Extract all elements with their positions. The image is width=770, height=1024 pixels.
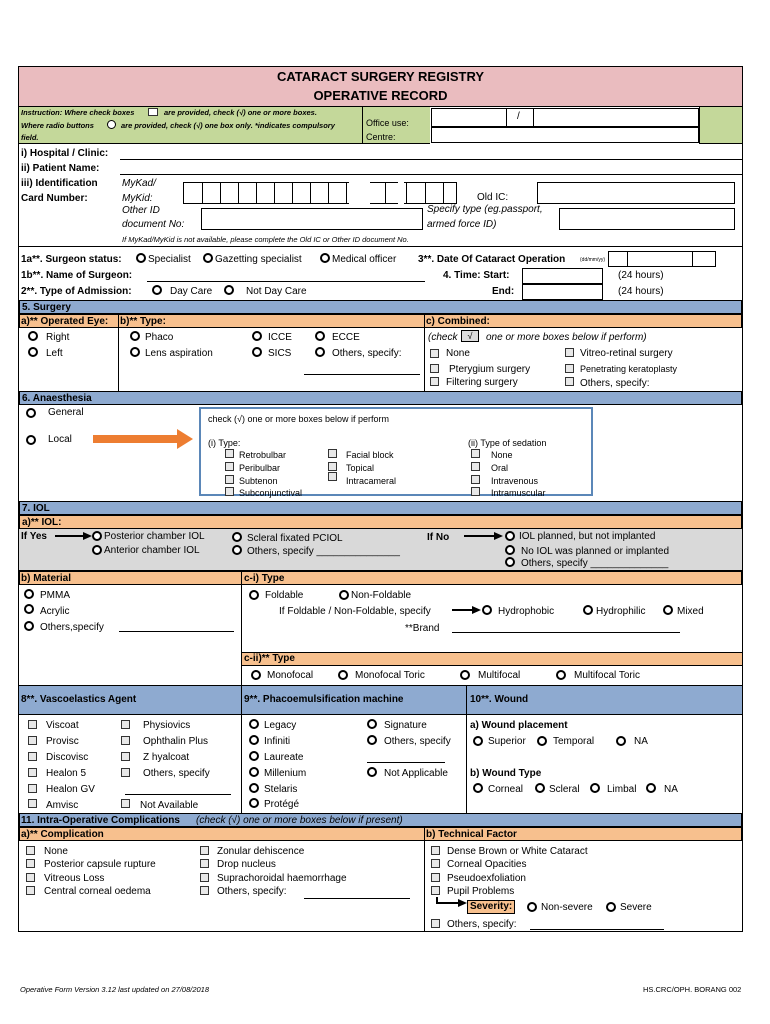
sedation-none-label: None	[491, 450, 513, 460]
iol-others-label: Others, specify _______________	[247, 546, 400, 557]
checkbox-discovisc[interactable]	[28, 752, 37, 761]
footer-form-code: HS.CRC/OPH. BORANG 002	[643, 985, 742, 994]
hydrophilic-label: Hydrophilic	[596, 606, 646, 617]
combined-others-label: Others, specify:	[580, 378, 650, 389]
facial-block-label: Facial block	[346, 450, 394, 460]
mykad-cell-divider	[385, 182, 386, 204]
checkbox-tech-others[interactable]	[431, 919, 440, 928]
phaco-others-label: Others, specify	[384, 736, 451, 747]
limbal-label: Limbal	[607, 784, 637, 795]
wound-na-label: NA	[634, 736, 648, 747]
non-severe-label: Non-severe	[541, 902, 593, 913]
sics-label: SICS	[268, 348, 292, 359]
radio-phaco[interactable]	[130, 331, 140, 341]
combined-check-text-2: one or more boxes below if perform)	[486, 332, 647, 343]
monofocal-toric-label: Monofocal Toric	[355, 670, 425, 681]
radio-superior[interactable]	[473, 736, 483, 746]
mykad-cell-divider	[292, 182, 293, 204]
millenium-label: Millenium	[264, 768, 307, 779]
radio-iol-others[interactable]	[232, 545, 242, 555]
if-foldable-label: If Foldable / Non-Foldable, specify	[279, 606, 431, 617]
checkbox-suprachoroidal[interactable]	[200, 873, 209, 882]
checkbox-healon5[interactable]	[28, 768, 37, 777]
date-format: (dd/mm/yy)	[580, 257, 605, 263]
patient-name-label: ii) Patient Name:	[21, 163, 100, 174]
form-subtitle: OPERATIVE RECORD	[313, 88, 448, 103]
radio-scleral-pciol[interactable]	[232, 532, 242, 542]
drop-nucleus-label: Drop nucleus	[217, 859, 276, 870]
arrow-icon	[93, 428, 195, 450]
left-label: Left	[46, 348, 63, 359]
radio-monofocal-toric[interactable]	[338, 670, 348, 680]
centre-label: Centre:	[366, 132, 396, 142]
healongv-label: Healon GV	[46, 784, 95, 795]
date-field[interactable]	[608, 251, 716, 267]
hours-label-2: (24 hours)	[618, 286, 664, 297]
viscoat-label: Viscoat	[46, 720, 79, 731]
time-end-field[interactable]	[522, 284, 603, 300]
checkbox-retrobulbar[interactable]	[225, 449, 234, 458]
iol-no-others-label: Others, specify ______________	[521, 558, 669, 569]
mykad-cell-divider	[202, 182, 203, 204]
pupil-label: Pupil Problems	[447, 886, 515, 897]
general-label: General	[48, 407, 84, 418]
radio-multifocal-toric[interactable]	[556, 670, 566, 680]
oral-label: Oral	[491, 463, 509, 473]
peribulbar-label: Peribulbar	[239, 463, 281, 473]
wound-placement-label: a) Wound placement	[470, 720, 568, 731]
severity-label: Severity:	[467, 900, 515, 914]
radio-temporal[interactable]	[537, 736, 547, 746]
instruction-text: are provided, check (√) one box only. *indicates compulsory	[121, 121, 335, 130]
radio-wound-type-na[interactable]	[646, 783, 656, 793]
checkbox-pupil[interactable]	[431, 886, 440, 895]
signature-label: Signature	[384, 720, 427, 731]
radio-sics[interactable]	[252, 347, 262, 357]
intramuscular-label: Intramuscular	[491, 488, 546, 498]
specify-type-label-2: armed force ID)	[427, 219, 497, 230]
mykad-cell-divider	[238, 182, 239, 204]
complication-label: a)** Complication	[21, 829, 104, 840]
pc-iol-label: Posterior chamber IOL	[104, 531, 205, 542]
checkbox-vitreous-loss[interactable]	[26, 873, 35, 882]
radio-iol-no-others[interactable]	[505, 557, 515, 567]
vitreo-label: Vitreo-retinal surgery	[580, 348, 673, 359]
intravenous-label: Intravenous	[491, 476, 539, 486]
intraop-note: (check (√) one or more boxes below if present)	[196, 815, 403, 826]
checkbox-subconjunctival[interactable]	[225, 487, 234, 496]
section-iol: 7. IOL	[19, 501, 742, 515]
radio-millenium[interactable]	[249, 767, 259, 777]
scleral-pciol-label: Scleral fixated PCIOL	[247, 533, 343, 544]
checkbox-ophthalin[interactable]	[121, 736, 130, 745]
mykad-cell-divider	[256, 182, 257, 204]
not-day-care-label: Not Day Care	[246, 286, 307, 297]
comp-none-label: None	[44, 846, 68, 857]
checkbox-intramuscular[interactable]	[471, 487, 480, 496]
foldable-label: Foldable	[265, 590, 304, 601]
radio-lens-aspiration[interactable]	[130, 347, 140, 357]
lens-aspiration-label: Lens aspiration	[145, 348, 213, 359]
radio-non-foldable[interactable]	[339, 590, 349, 600]
radio-acrylic[interactable]	[24, 604, 34, 614]
ecce-label: ECCE	[332, 332, 360, 343]
retrobulbar-label: Retrobulbar	[239, 450, 287, 460]
checkbox-intravenous[interactable]	[471, 475, 480, 484]
radio-protege[interactable]	[249, 798, 259, 808]
other-id-label: Other ID	[122, 205, 160, 216]
checkbox-sedation-none[interactable]	[471, 449, 480, 458]
subtenon-label: Subtenon	[239, 476, 278, 486]
radio-gazetting[interactable]	[203, 253, 213, 263]
radio-no-iol[interactable]	[505, 545, 515, 555]
mykad-cell-divider	[220, 182, 221, 204]
radio-laureate[interactable]	[249, 751, 259, 761]
time-start-label: 4. Time: Start:	[443, 270, 510, 281]
superior-label: Superior	[488, 736, 526, 747]
id-note: If MyKad/MyKid is not available, please complete the Old IC or Other ID document No.	[122, 235, 409, 244]
pcr-label: Posterior capsule rupture	[44, 859, 156, 870]
radio-legacy[interactable]	[249, 719, 259, 729]
multifocal-toric-label: Multifocal Toric	[574, 670, 640, 681]
radio-foldable[interactable]	[249, 590, 259, 600]
checkbox-filtering[interactable]	[430, 377, 439, 386]
gazetting-label: Gazetting specialist	[215, 254, 302, 265]
monofocal-label: Monofocal	[267, 670, 314, 681]
material-others-label: Others,specify	[40, 622, 104, 633]
pterygium-label: Pterygium surgery	[449, 364, 531, 375]
radio-not-applicable[interactable]	[367, 767, 377, 777]
filtering-label: Filtering surgery	[446, 377, 518, 388]
radio-phaco-others[interactable]	[367, 735, 377, 745]
radio-monofocal[interactable]	[251, 670, 261, 680]
radio-pc-iol[interactable]	[92, 531, 102, 541]
arrow-icon	[452, 605, 482, 615]
not-available-label: Not Available	[140, 800, 199, 811]
checkbox-oral[interactable]	[471, 462, 480, 471]
zhyalcoat-label: Z hyalcoat	[143, 752, 190, 763]
form-title: CATARACT SURGERY REGISTRY	[276, 69, 485, 84]
iol-type-label: c-i) Type	[244, 573, 285, 584]
radio-day-care[interactable]	[152, 285, 162, 295]
mykad-cell-gap	[349, 181, 370, 205]
intraop-subheader	[19, 827, 742, 841]
physiovics-label: Physiovics	[143, 720, 191, 731]
instruction-text: Where radio buttons	[21, 121, 94, 130]
iol-subheader: a)** IOL:	[19, 515, 742, 529]
checkbox-viscoat[interactable]	[28, 720, 37, 729]
radio-ecce[interactable]	[315, 331, 325, 341]
pmma-label: PMMA	[40, 590, 70, 601]
check-mark-box: √	[461, 330, 479, 342]
surgery-type-label: b)** Type:	[120, 316, 166, 327]
radio-pmma[interactable]	[24, 589, 34, 599]
corneal-oedema-label: Central corneal oedema	[44, 886, 151, 897]
checkbox-zhyalcoat[interactable]	[121, 752, 130, 761]
temporal-label: Temporal	[553, 736, 595, 747]
identification-label: iii) Identification	[21, 178, 98, 189]
iol-planned-label: IOL planned, but not implanted	[519, 531, 656, 542]
instruction-text: Instruction: Where check boxes	[21, 108, 135, 117]
sedation-label: (ii) Type of sedation	[468, 438, 547, 448]
centre-field[interactable]	[431, 127, 699, 143]
not-applicable-label: Not Applicable	[384, 768, 448, 779]
arrow-icon	[464, 531, 504, 541]
protege-label: Protégé	[264, 799, 300, 810]
sample-checkbox	[148, 108, 158, 116]
mykad-cell-divider	[328, 182, 329, 204]
section-anaesthesia: 6. Anaesthesia	[19, 391, 742, 405]
ac-iol-label: Anterior chamber IOL	[104, 545, 200, 556]
infiniti-label: Infiniti	[264, 736, 291, 747]
checkbox-not-available[interactable]	[121, 799, 130, 808]
checkbox-pcr[interactable]	[26, 859, 35, 868]
radio-severe[interactable]	[606, 902, 616, 912]
old-ic-label: Old IC:	[477, 192, 509, 203]
mykad-cell-divider	[443, 182, 444, 204]
vitreous-loss-label: Vitreous Loss	[44, 873, 105, 884]
corneal-label: Corneal	[488, 784, 524, 795]
subconjunctival-label: Subconjunctival	[239, 488, 303, 498]
phaco-title: 9**. Phacoemulsification machine	[244, 694, 404, 705]
radio-hydrophobic[interactable]	[482, 605, 492, 615]
id-type-field[interactable]	[559, 208, 735, 230]
checkbox-pk[interactable]	[565, 364, 574, 373]
radio-corneal[interactable]	[473, 783, 483, 793]
wound-type-label: b) Wound Type	[470, 768, 542, 779]
radio-local[interactable]	[26, 435, 36, 445]
surgeon-status-label: 1a**. Surgeon status:	[21, 254, 122, 265]
checkbox-pterygium[interactable]	[430, 364, 439, 373]
hours-label: (24 hours)	[618, 270, 664, 281]
ophthalin-label: Ophthalin Plus	[143, 736, 209, 747]
card-number-label: Card Number:	[21, 193, 88, 204]
form-header	[19, 67, 742, 107]
other-id-field[interactable]	[201, 208, 423, 230]
if-no-label: If No	[427, 532, 450, 543]
combined-label: c) Combined:	[426, 316, 490, 327]
no-iol-label: No IOL was planned or implanted	[521, 546, 670, 557]
checkbox-provisc[interactable]	[28, 736, 37, 745]
dense-brown-label: Dense Brown or White Cataract	[447, 846, 588, 857]
old-ic-field[interactable]	[537, 182, 735, 204]
comp-others-label: Others, specify:	[217, 886, 287, 897]
specify-type-label: Specify type (eg.passport,	[427, 204, 543, 215]
other-id-label-2: document No:	[122, 219, 185, 230]
multifocal-label: Multifocal	[478, 670, 521, 681]
checkbox-corneal-opacities[interactable]	[431, 859, 440, 868]
checkbox-zonular[interactable]	[200, 846, 209, 855]
office-use-label: Office use:	[366, 118, 409, 128]
provisc-label: Provisc	[46, 736, 79, 747]
mykad-cell-divider	[310, 182, 311, 204]
checkbox-drop-nucleus[interactable]	[200, 859, 209, 868]
type-ii-label: c-ii)** Type	[244, 653, 295, 664]
radio-material-others[interactable]	[24, 621, 34, 631]
arrow-icon	[436, 896, 468, 910]
slash-label: /	[517, 111, 520, 122]
radio-wound-na[interactable]	[616, 736, 626, 746]
date-label: 3**. Date Of Cataract Operation	[418, 254, 566, 265]
radio-medical-officer[interactable]	[320, 253, 330, 263]
mixed-label: Mixed	[677, 606, 704, 617]
medical-officer-label: Medical officer	[332, 254, 397, 265]
radio-surgery-others[interactable]	[315, 347, 325, 357]
arrow-icon	[55, 531, 93, 541]
radio-stelaris[interactable]	[249, 783, 259, 793]
mykad-field[interactable]	[183, 182, 457, 204]
specialist-label: Specialist	[148, 254, 191, 265]
radio-infiniti[interactable]	[249, 735, 259, 745]
amvisc-label: Amvisc	[46, 800, 79, 811]
severe-label: Severe	[620, 902, 652, 913]
combined-none-label: None	[446, 348, 470, 359]
zonular-label: Zonular dehiscence	[217, 846, 305, 857]
intracameral-label: Intracameral	[346, 476, 397, 486]
office-green-cell	[699, 107, 742, 144]
mykad-label: MyKad/	[122, 178, 156, 189]
anaesthesia-type-label: (i) Type:	[208, 438, 241, 448]
radio-left[interactable]	[28, 347, 38, 357]
intraop-title: 11. Intra-Operative Complications	[21, 815, 180, 826]
if-yes-label: If Yes	[21, 531, 47, 542]
radio-specialist[interactable]	[136, 253, 146, 263]
phaco-label: Phaco	[145, 332, 174, 343]
checkbox-vitreo[interactable]	[565, 348, 574, 357]
office-use-field[interactable]	[431, 108, 699, 127]
discovisc-label: Discovisc	[46, 752, 89, 763]
checkbox-pseudoexfoliation[interactable]	[431, 873, 440, 882]
mykad-cell-gap	[398, 181, 404, 205]
mykad-cell-divider	[274, 182, 275, 204]
checkbox-intracameral[interactable]	[328, 472, 337, 481]
instruction-text: field.	[21, 133, 39, 142]
acrylic-label: Acrylic	[40, 606, 70, 617]
wound-title: 10**. Wound	[470, 694, 529, 705]
material-label: b) Material	[21, 573, 72, 584]
checkbox-healongv[interactable]	[28, 784, 37, 793]
type-ii-subheader	[242, 652, 742, 666]
non-foldable-label: Non-Foldable	[351, 590, 412, 601]
radio-limbal[interactable]	[590, 783, 600, 793]
hospital-label: i) Hospital / Clinic:	[21, 148, 109, 159]
section-surgery: 5. Surgery	[19, 300, 742, 314]
checkbox-corneal-oedema[interactable]	[26, 886, 35, 895]
visco-title: 8**. Vascoelastics Agent	[21, 694, 137, 705]
radio-signature[interactable]	[367, 719, 377, 729]
mykad-cell-divider	[346, 182, 347, 204]
checkbox-topical[interactable]	[328, 462, 337, 471]
radio-icce[interactable]	[252, 331, 262, 341]
checkbox-dense-brown[interactable]	[431, 846, 440, 855]
mykid-label: MyKid:	[122, 193, 153, 204]
radio-scleral[interactable]	[535, 783, 545, 793]
healon5-label: Healon 5	[46, 768, 87, 779]
day-care-label: Day Care	[170, 286, 213, 297]
stelaris-label: Stelaris	[264, 784, 298, 795]
checkbox-physiovics[interactable]	[121, 720, 130, 729]
checkbox-visco-others[interactable]	[121, 768, 130, 777]
scleral-label: Scleral	[549, 784, 580, 795]
hydrophobic-label: Hydrophobic	[498, 606, 555, 617]
radio-hydrophilic[interactable]	[583, 605, 593, 615]
checkbox-combined-none[interactable]	[430, 349, 439, 358]
local-label: Local	[48, 434, 72, 445]
pseudoexfoliation-label: Pseudoexfoliation	[447, 873, 526, 884]
visco-others-label: Others, specify	[143, 768, 210, 779]
mykad-cell-divider	[406, 182, 407, 204]
material-subheader	[19, 571, 742, 585]
pk-label: Penetrating keratoplasty	[580, 364, 678, 374]
checkbox-facial[interactable]	[328, 449, 337, 458]
right-label: Right	[46, 332, 70, 343]
checkbox-comp-others[interactable]	[200, 886, 209, 895]
mykad-cell-divider	[425, 182, 426, 204]
brand-label: **Brand	[405, 623, 440, 634]
radio-not-day-care[interactable]	[224, 285, 234, 295]
tech-others-label: Others, specify:	[447, 919, 517, 930]
footer-version: Operative Form Version 3.12 last updated on 27/08/2018	[20, 985, 210, 994]
surgery-others-label: Others, specify:	[332, 348, 402, 359]
time-start-field[interactable]	[522, 268, 603, 284]
radio-non-severe[interactable]	[527, 902, 537, 912]
technical-factor-label: b) Technical Factor	[426, 829, 517, 840]
radio-iol-planned[interactable]	[505, 531, 515, 541]
checkbox-combined-others[interactable]	[565, 377, 574, 386]
operated-eye-label: a)** Operated Eye:	[21, 316, 109, 327]
instruction-text: are provided, check (√) one or more boxes.	[164, 108, 317, 117]
time-end-label: End:	[492, 286, 515, 297]
wound-type-na-label: NA	[664, 784, 678, 795]
checkbox-amvisc[interactable]	[28, 799, 37, 808]
laureate-label: Laureate	[264, 752, 304, 763]
topical-label: Topical	[346, 463, 375, 473]
radio-right[interactable]	[28, 331, 38, 341]
radio-ac-iol[interactable]	[92, 545, 102, 555]
surgeon-name-label: 1b**. Name of Surgeon:	[21, 270, 133, 281]
admission-label: 2**. Type of Admission:	[21, 286, 132, 297]
checkbox-peribulbar[interactable]	[225, 462, 234, 471]
anaesthesia-check-text: check (√) one or more boxes below if perform	[208, 414, 390, 424]
combined-check-text: (check	[428, 332, 458, 343]
radio-mixed[interactable]	[663, 605, 673, 615]
radio-general[interactable]	[26, 408, 36, 418]
radio-multifocal[interactable]	[460, 670, 470, 680]
corneal-opacities-label: Corneal Opacities	[447, 859, 527, 870]
checkbox-subtenon[interactable]	[225, 475, 234, 484]
legacy-label: Legacy	[264, 720, 297, 731]
suprachoroidal-label: Suprachoroidal haemorrhage	[217, 873, 347, 884]
sample-radio	[107, 120, 116, 129]
icce-label: ICCE	[268, 332, 292, 343]
checkbox-comp-none[interactable]	[26, 846, 35, 855]
